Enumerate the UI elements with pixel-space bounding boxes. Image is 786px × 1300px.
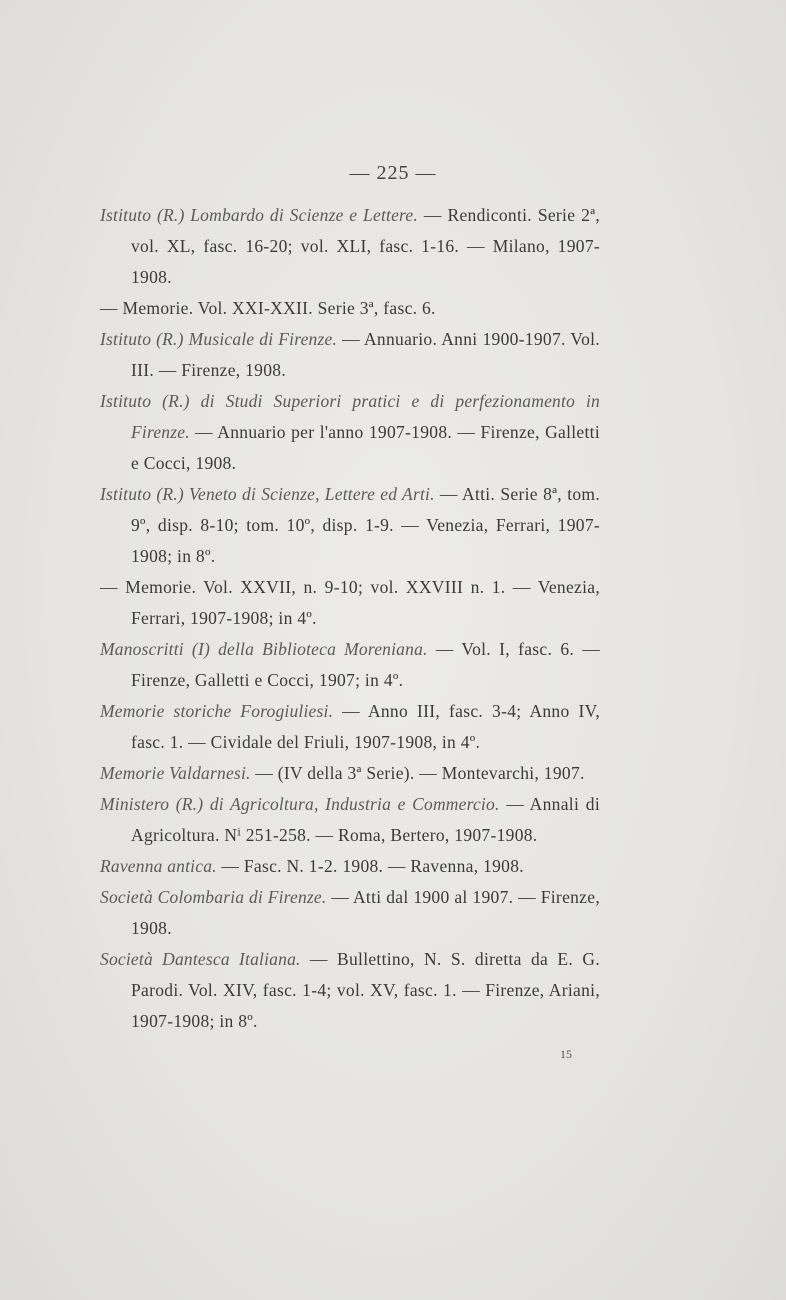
entry-source: Società Colombaria di Firenze.	[100, 887, 327, 907]
entry-source: Memorie storiche Forogiuliesi.	[100, 701, 334, 721]
entry-source: Memorie Valdarnesi.	[100, 763, 251, 783]
entry-source: Istituto (R.) di Studi Superiori pratici e di perfezionamento in Firenze.	[100, 391, 600, 442]
bibliography-entry	[100, 324, 600, 386]
bibliography-entry	[100, 293, 600, 324]
entry-description: — Bullettino, N. S. diretta da E. G. Parodi. Vol. XIV, fasc. 1-4; vol. XV, fasc. 1. — Firenze, Ariani, 1907-1908; in 8º.	[131, 949, 601, 1031]
entry-source: Società Dantesca Italiana.	[100, 949, 301, 969]
entry-description: — Annali di Agricoltura. Nⁱ 251-258. — Roma, Bertero, 1907-1908.	[131, 794, 600, 845]
entry-description: — Memorie. Vol. XXI-XXII. Serie 3ª, fasc. 6.	[100, 298, 436, 318]
entry-description: — Atti. Serie 8ª, tom. 9º, disp. 8-10; tom. 10º, disp. 1-9. — Venezia, Ferrari, 1907-1908; in 8º.	[131, 484, 600, 566]
bibliography-entry	[100, 758, 600, 789]
bibliography-entry	[100, 789, 600, 851]
entry-description: — (IV della 3ª Serie). — Montevarchi, 1907.	[250, 763, 585, 783]
entry-source: Istituto (R.) Musicale di Firenze.	[100, 329, 338, 349]
entry-source: Istituto (R.) Veneto di Scienze, Lettere ed Arti.	[100, 484, 435, 504]
entry-description: — Rendiconti. Serie 2ª, vol. XL, fasc. 16-20; vol. XLI, fasc. 1-16. — Milano, 1907-1908.	[131, 205, 600, 287]
bibliography-entry	[100, 200, 600, 293]
signature-mark: 15	[560, 1047, 572, 1061]
bibliography-entry	[100, 851, 600, 882]
entry-description: — Memorie. Vol. XXVII, n. 9-10; vol. XXVIII n. 1. — Venezia, Ferrari, 1907-1908; in 4º.	[100, 577, 600, 628]
bibliography-entry	[100, 572, 600, 634]
page-number: — 225 —	[349, 162, 437, 184]
bibliography-entry	[100, 944, 600, 1037]
entry-source: Ravenna antica.	[100, 856, 217, 876]
bibliography-entry	[100, 634, 600, 696]
entry-source: Manoscritti (I) della Biblioteca Moreniana.	[100, 639, 428, 659]
bibliography-entry	[100, 696, 600, 758]
entry-description: — Vol. I, fasc. 6. — Firenze, Galletti e Cocci, 1907; in 4º.	[131, 639, 601, 690]
entry-description: — Annuario. Anni 1900-1907. Vol. III. — Firenze, 1908.	[131, 329, 600, 380]
entry-description: — Fasc. N. 1-2. 1908. — Ravenna, 1908.	[216, 856, 524, 876]
entry-description: — Anno III, fasc. 3-4; Anno IV, fasc. 1. — Cividale del Friuli, 1907-1908, in 4º.	[131, 701, 600, 752]
entry-description: — Annuario per l'anno 1907-1908. — Firenze, Galletti e Cocci, 1908.	[131, 422, 600, 473]
bibliography-entry	[100, 882, 600, 944]
entry-source: Ministero (R.) di Agricoltura, Industria e Commercio.	[100, 794, 500, 814]
bibliography-entry	[100, 479, 600, 572]
entry-description: — Atti dal 1900 al 1907. — Firenze, 1908.	[131, 887, 600, 938]
bibliography-entry	[100, 386, 600, 479]
bibliography-list	[100, 200, 600, 1037]
entry-source: Istituto (R.) Lombardo di Scienze e Lettere.	[100, 205, 418, 225]
